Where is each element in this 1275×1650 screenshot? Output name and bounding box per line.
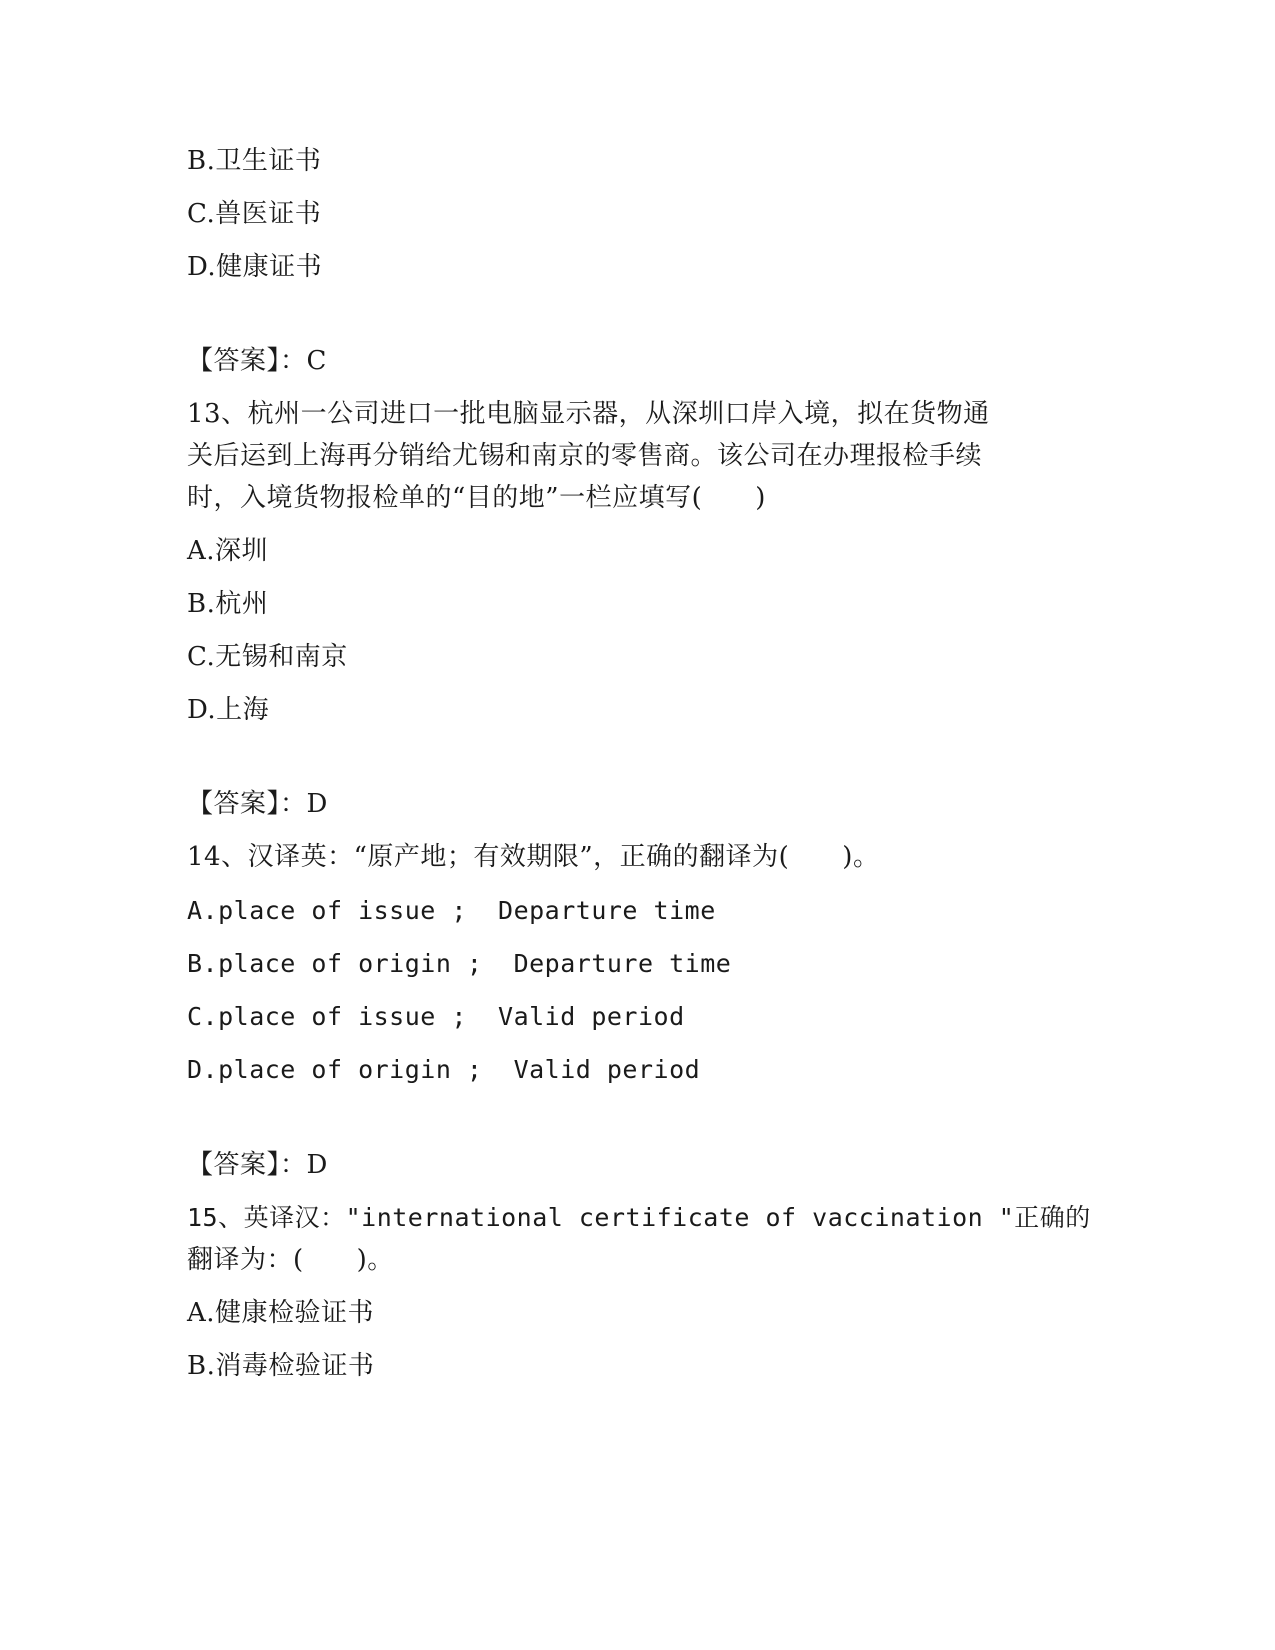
- q13-option-a: A.深圳: [187, 536, 269, 566]
- prev-answer: 【答案】：C: [187, 346, 327, 376]
- q14-option-d: D.place of origin ; Valid period: [187, 1055, 701, 1084]
- q15-option-b: B.消毒检验证书: [187, 1351, 375, 1381]
- q14-answer: 【答案】：D: [187, 1150, 328, 1180]
- q14-option-a: A.place of issue ; Departure time: [187, 896, 716, 925]
- q13-option-b: B.杭州: [187, 589, 269, 619]
- q13-answer: 【答案】：D: [187, 789, 328, 819]
- q14-stem: 14、汉译英：“原产地；有效期限”，正确的翻译为( )。: [187, 842, 880, 872]
- prev-option-b: B.卫生证书: [187, 146, 322, 176]
- q13-option-c: C.无锡和南京: [187, 642, 348, 672]
- q15-stem-line-2: 翻译为：( )。: [187, 1245, 394, 1275]
- q14-option-c: C.place of issue ; Valid period: [187, 1002, 685, 1031]
- q14-option-b: B.place of origin ; Departure time: [187, 949, 732, 978]
- q13-stem-line-3: 时，入境货物报检单的“目的地”一栏应填写( ): [187, 483, 766, 513]
- q13-stem-line-1: 13、杭州一公司进口一批电脑显示器，从深圳口岸入境，拟在货物通: [187, 399, 990, 429]
- prev-option-c: C.兽医证书: [187, 199, 322, 229]
- q13-option-d: D.上海: [187, 695, 270, 725]
- prev-option-d: D.健康证书: [187, 252, 323, 282]
- q13-stem-line-2: 关后运到上海再分销给尤锡和南京的零售商。该公司在办理报检手续: [187, 441, 983, 471]
- q15-stem-line-1: 15、英译汉："international certificate of vaccination "正确的: [187, 1203, 1091, 1232]
- q15-option-a: A.健康检验证书: [187, 1298, 375, 1328]
